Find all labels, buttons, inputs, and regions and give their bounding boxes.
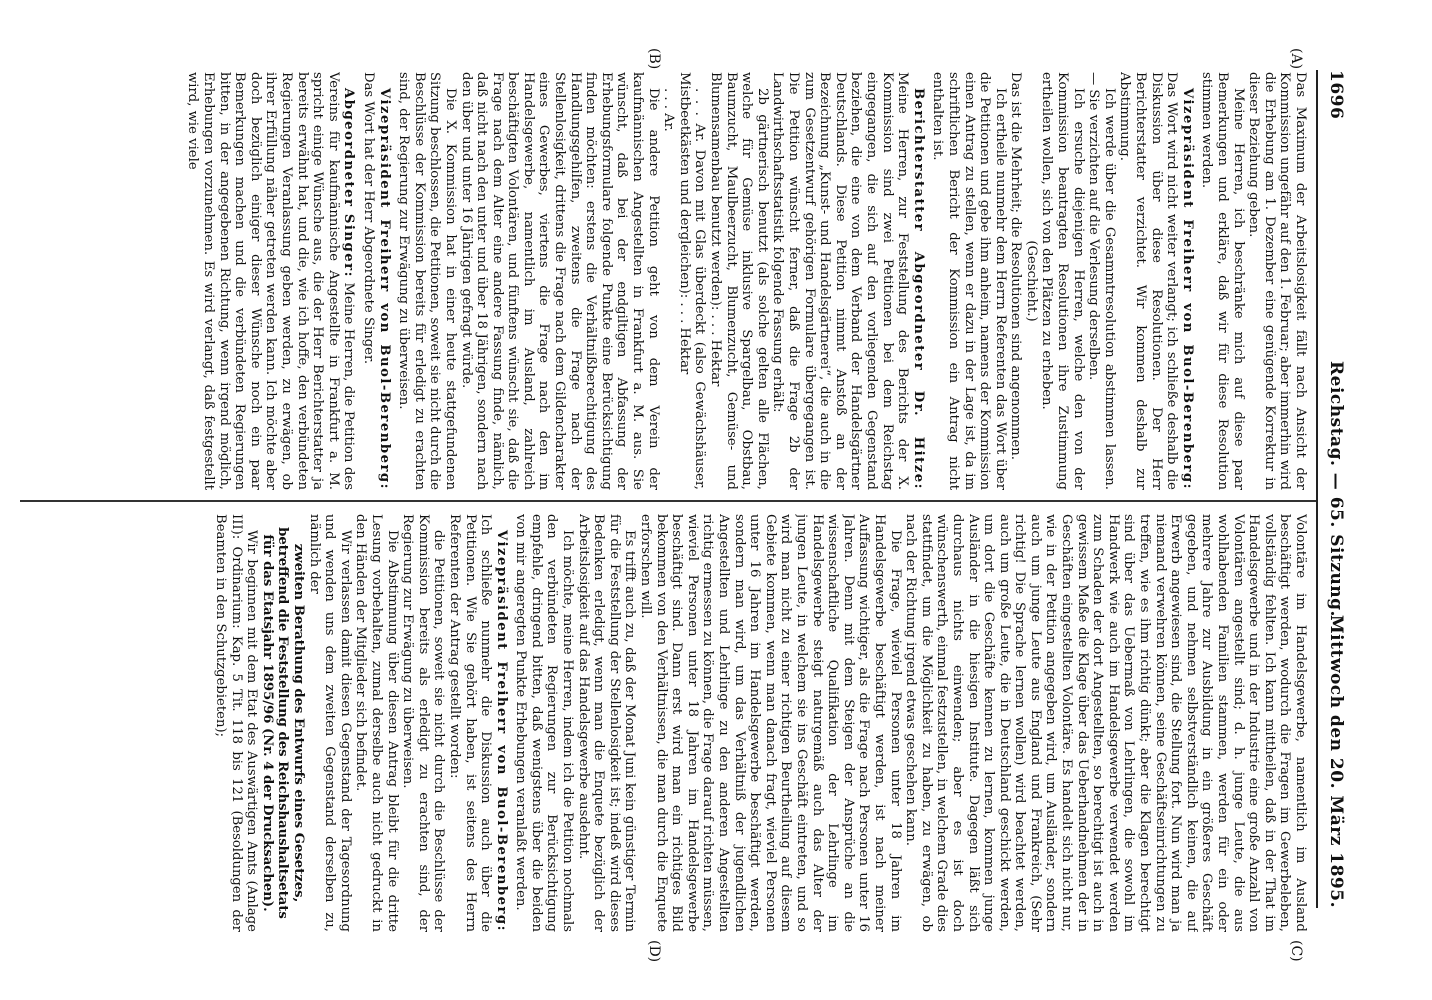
speaker: Abgeordneter Singer: [341,88,357,278]
header-rule [1316,70,1318,908]
paragraph: Ich ersuche diejenigen Herren, welche den von der Kommission beantragten Resolutionen ihre Zustimmung ertheilen wollen, sich von den Plätzen zu erheben. [1039,72,1086,490]
paragraph: Das Maximum der Arbeitslosigkeit fällt nach Ansicht der Kommission ungefähr auf den 1. Februar; aber immerhin wird die Erhebung am 1. Dezember eine genügende Korrektur in dieser Beziehung geben. [1246,72,1308,490]
quoted-form-text: . . . Ar. Davon mit Glas überdeckt (also Gewächshäuser, Mistbeetkästen und dergleichen): . . . Hektar [676,72,708,490]
page-header [1320,70,1346,908]
speaker: Vizepräsident Freiherr von Buol-Berenberg: [493,530,509,932]
paragraph: Ich möchte, meine Herren, indem ich die Petition nochmals den verbündeten Regierungen zur Berücksichtigung empfehle, dringend bitten, daß wenigstens über die beiden von mir angeregten Punkte Erhebungen veranlaßt werden. [513,514,576,932]
paragraph: Volontäre im Handelsgewerbe, namentlich im Ausland beschäftigt werden, wodurch die Fragen im Gewerbeleben, vollständig fehlten. Ich kann mittheilen, daß in der That im Handelsgewerbe und in der Industrie eine große Anzahl von Volontären angestellt sind; d. h. junge Leute, die aus wohlhabenden Familien stammen, werden für ein oder mehrere Jahre zur Ausbildung in ein größeres Geschäft gegeben, und nehmen selbstverständlich keinen, die auf Erwerb angewiesen sind, die Stellung fort. Nun wird man ja niemand verwehren können, seine Geschäftseinrichtungen zu treffen, wie es ihm richtig dünkt; aber die Klagen berechtigt sind über das Uebermaß von Lehrlingen, die sowohl im Handwerk wie auch im Handelsgewerbe verwendet werden zum Schaden der dort Angestellten, so berechtigt ist auch in gewissem Maße die Klage über das Ueberhandnehmen der in Geschäften eingestellten Volontäre. Es handelt sich nicht nur, wie in der Petition angegeben wird, um Ausländer, sondern auch um junge Leute aus England und Frankreich, (Sehr richtig! Die Sprache lernen wollen) wird beachtet werden, auch um große Leute, die in Deutschland geschickt werden, um dort die Geschäfte kennen zu lernen, kommen junge Ausländer in die hiesigen Institute. Dagegen läßt sich durchaus nichts einwenden; aber es ist doch wünschenswerth, einmal festzustellen, in welchem Grade dies stattfindet, um die Möglichkeit zu haben, zu erwägen, ob nach der Richtung irgend etwas geschehen kann. [903,514,1308,932]
paragraph: Es trifft auch zu, daß der Monat Juni kein günstiger Termin für die Feststellung der Stellenlosigkeit ist; indeß wird dieses Bedenken erledigt, wenn man die Enquete bezüglich der Arbeitslosigkeit auf das Handelsgewerbe ausdehnt. [575,514,638,932]
margin-marker-d: (D) [646,940,662,963]
paragraph [446,514,508,932]
speech-text: Meine Herren, zur Feststellung des Berichts der X. Kommission sind zwei Petitionen bei dem Reichstag eingegangen, die sich auf den vorliegenden Gegenstand beziehen, die eine von dem Verband der Handelsgärtner Deutschlands. Diese Petition nimmt Anstoß an der Bezeichnung „Kunst- und Handelsgärtnerei“, die auch in die zum Gesetzentwurf gehörigen Formulare übergegangen ist. Die Petition wünscht ferner, daß die Frage 2b der Landwirthschaftsstatistik folgende Fassung erhält: [770,72,911,490]
speech-text: Das Wort hat der Herr Abgeordnete Singer. [360,72,376,365]
header-date: Mittwoch den 20. März 1895. [1326,614,1346,908]
paragraph: Die andere Petition geht von dem Verein der kaufmännischen Angestellten in Frankfurt a. M. aus. Sie wünscht, daß bei der endgiltigen Abfassung der Erhebungsformulare folgende Punkte eine Berücksichtigung finden möchten: erstens die Verhältnißberechtigung des Handlungsgehilfen, zweitens die Frage nach der Stellenlosigkeit, drittens die Frage nach dem Gildencharakter eines Gewerbes, viertens die Frage nach den im Handelsgewerbe, namentlich im Ausland, zahlreich beschäftigten Volontären, und fünftens wünscht sie, daß die Frage nach dem Alter eine andere Fassung finde, nämlich, daß nicht nach den unter und über 18 Jährigen, sondern nach den über und unter 16 Jährigen gefragt würde. [458,72,661,490]
paragraph: Das ist die Mehrheit; die Resolutionen sind angenommen. [1008,72,1024,460]
paragraph: Meine Herren, ich beschränke mich auf diese paar Bemerkungen und erkläre, daß wir für diese Resolution stimmen werden. [1199,72,1246,490]
header-title: Reichstag. — 65. Sitzung. [1326,361,1346,617]
paragraph: Ich werde über die Gesammtresolution abstimmen lassen. — Sie verzichten auf die Verlesung derselben. [1086,72,1117,490]
speaker: Vizepräsident Freiherr von Buol-Berenberg: [376,88,392,490]
margin-marker-c: (C) [1288,940,1304,962]
paragraph [360,72,391,490]
paragraph: Die Frage, wieviel Personen unter 18 Jahren im Handelsgewerbe beschäftigt werden, ist nach meiner Auffassung wichtiger, als die Frage nach Personen unter 16 Jahren. Denn mit dem Steigen der Ansprüche an die wissenschaftliche Qualifikation der Lehrlinge im Handelsgewerbe steigt naturgemäß auch das Alter der jungen Leute, in welchem sie ins Geschäft eintreten, und so wird man nicht zu einer richtigen Beurtheilung auf diesem Gebiete kommen, wenn man danach fragt, wieviel Personen unter 16 Jahren im Handelsgewerbe beschäftigt werden, sondern man wird, um das Verhältniß der jugendlichen Angestellten und Lehrlinge zu den anderen Angestellten richtig ermessen zu können, die Frage darauf richten müssen, wieviel Personen unter 18 Jahren im Handelsgewerbe beschäftigt sind. Dann erst wird man ein richtiges Bild bekommen von den Verhältnissen, die man durch die Enquete erforschen will. [638,514,903,932]
quoted-motion: die Petitionen, soweit sie nicht durch die Beschlüsse der Kommission bereits als erledigt zu erachten sind, der Regierung zur Erwägung zu überweisen. [400,514,447,932]
speech-text: Ich schließe nunmehr die Diskussion auch über die Petitionen. Wie Sie gehört haben, ist seitens des Herrn Referenten der Antrag gestellt worden: [446,514,494,932]
quoted-form-text: . . . Ar. [661,88,677,132]
agenda-item: zweiten Berathung des Entwurfs eines Gesetzes, betreffend die Feststellung des Reichshaushaltsetats für das Etatsjahr 1895/96 (Nr. 4 der Drucksachen). [259,527,306,919]
speaker: Vizepräsident Freiherr von Buol-Berenberg: [1179,88,1195,490]
paragraph [770,72,926,490]
paragraph [1117,72,1195,490]
left-column [18,72,1308,490]
stage-direction: (Geschieht.) [1023,240,1039,322]
paragraph: Wir beginnen mit dem Etat des Auswärtigen Amts (Anlage III): Ordinarium: Kap. 5 Tit. 118 bis 121 (Besoldungen der Beamten in den Schutzgebieten); [213,514,260,932]
right-column [18,514,1308,932]
page-number: 1696 [1326,70,1346,120]
margin-marker-a: (A) [1288,48,1304,70]
paragraph: Wir verlassen damit diesen Gegenstand der Tagesordnung und wenden uns dem zweiten Gegenstand derselben zu, nämlich der [306,514,353,932]
paragraph [185,72,357,490]
paragraph: Die Abstimmung über diesen Antrag bleibt für die dritte Lesung vorbehalten, zumal derselbe auch nicht gedruckt in den Händen der Mitglieder sich befindet. [353,514,400,932]
speech-text: Meine Herren, die Petition des Vereins für kaufmännische Angestellte in Frankfurt a. M. spricht einige Wünsche aus, die der Herr Berichterstatter ja bereits erwähnt hat, und die, wie ich hoffe, den verbündeten Regierungen Veranlassung geben werden, zu erwägen, ob ihrer Erfüllung näher getreten werden kann. Ich möchte aber doch bezüglich einiger dieser Wünsche noch ein paar Bemerkungen machen und die verbündeten Regierungen bitten, in der angegebenen Richtung, wenn irgend möglich, Erhebungen vorzunehmen. Es wird verlangt, daß festgestellt wird, wie viele [185,72,357,490]
paragraph: Die X. Kommission hat in einer heute stattgefundenen Sitzung beschlossen, die Petitionen, soweit sie nicht durch die Beschlüsse der Kommission bereits für erledigt zu erachten sind, der Regierung zur Erwägung zu überweisen. [396,72,458,490]
speech-text: Das Wort wird nicht weiter verlangt; ich schließe deshalb die Diskussion über diese Resolutionen. Der Herr Berichterstatter verzichtet. Wir kommen deshalb zur Abstimmung. [1117,72,1180,490]
column-divider [20,500,1316,502]
paragraph: Ich ertheile nunmehr dem Herrn Referenten das Wort über die Petitionen und gebe ihm anheim, namens der Kommission einen Antrag zu stellen, wenn er dazu in der Lage ist, da im schriftlichen Bericht der Kommission ein Antrag nicht enthalten ist. [930,72,1008,490]
speaker: Berichterstatter Abgeordneter Dr. Hitze: [910,88,926,490]
margin-marker-b: (B) [646,48,662,70]
quoted-form-text: 2b gärtnerisch benutzt (als solche gelten alle Flächen, welche für Gemüse inklusive Spargelbau, Obstbau, Baumzucht, Maulbeerzucht, Blumenzucht, Gemüse- und Blumensamenbau benutzt werden): . . . Hektar [708,72,770,490]
